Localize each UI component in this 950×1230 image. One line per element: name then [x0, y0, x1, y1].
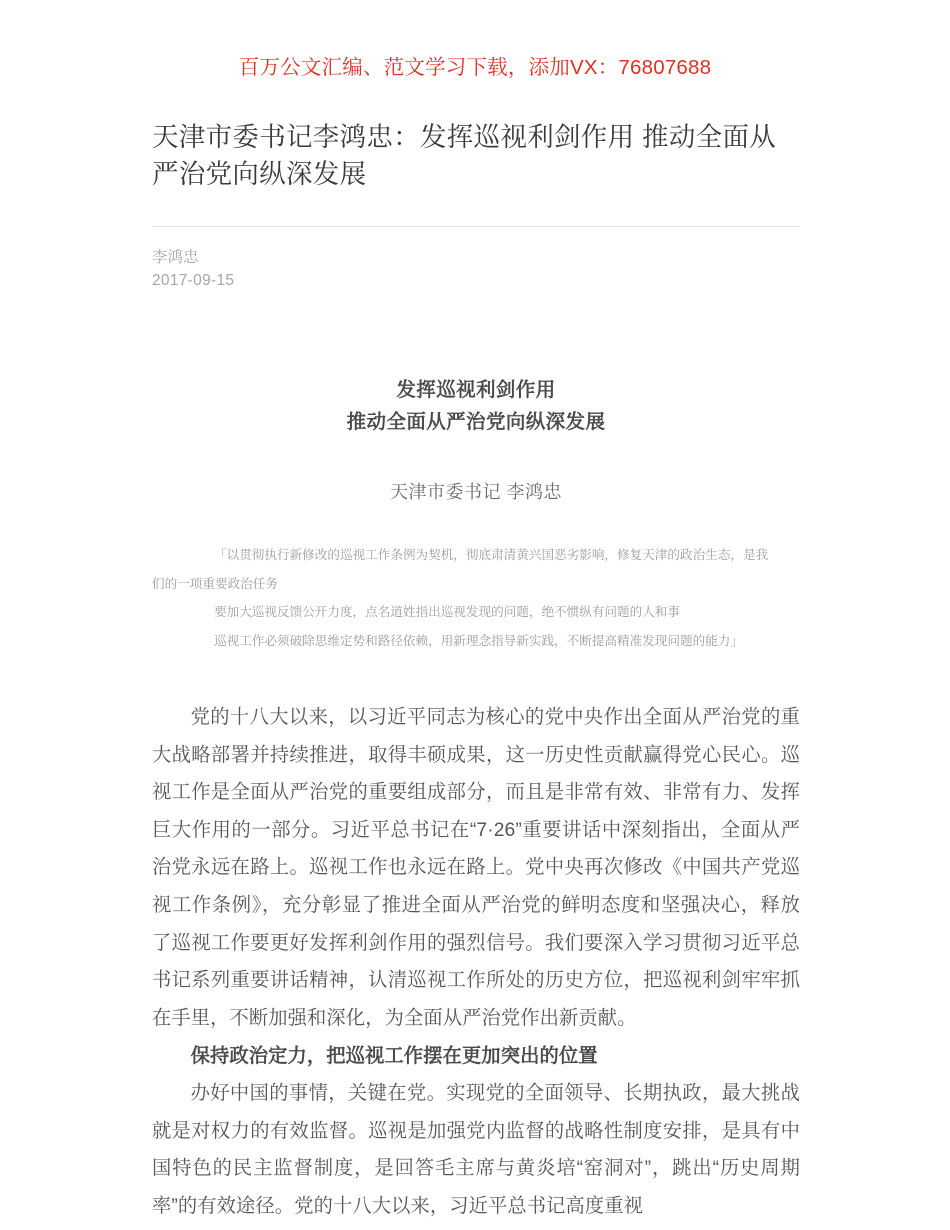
article-header — [152, 82, 800, 293]
document-heading-line1: 发挥巡视利剑作用 — [396, 378, 556, 401]
byline-author: 李鸿忠 — [152, 248, 199, 266]
document-heading-line2: 推动全面从严治党向纵深发展 — [346, 410, 606, 433]
pull-quote — [152, 504, 800, 655]
body-paragraph: 办好中国的事情，关键在党。实现党的全面领导、长期执政，最大挑战就是对权力的有效监督。巡视是加强党内监督的战略性制度安排，是具有中国特色的民主监督制度，是回答毛主席与黄炎培“窑洞对”，跳出“历史周期率”的有效途径。党的十八大以来，习近平总书记高度重视 — [152, 1083, 800, 1218]
page-title: 天津市委书记李鸿忠：发挥巡视利剑作用 推动全面从严治党向纵深发展 — [152, 121, 777, 190]
section-heading: 保持政治定力，把巡视工作摆在更加突出的位置 — [190, 1045, 598, 1067]
document-heading — [152, 375, 800, 438]
body-paragraph: 党的十八大以来，以习近平同志为核心的党中央作出全面从严治党的重大战略部署并持续推进，取得丰硕成果，这一历史性贡献赢得党心民心。巡视工作是全面从严治党的重要组成部分，而且是非常有效、非常有力、发挥巨大作用的一部分。习近平总书记在“7·26”重要讲话中深刻指出，全面从严治党永远在路上。巡视工作也永远在路上。党中央再次修改《中国共产党巡视工作条例》，充分彰显了推进全面从严治党的鲜明态度和坚强决心，释放了巡视工作要更好发挥利剑作用的强烈信号。我们要深入学习贯彻习近平总书记系列重要讲话精神，认清巡视工作所处的历史方位，把巡视利剑牢牢抓在手里，不断加强和深化，为全面从严治党作出新贡献。 — [152, 706, 800, 1029]
byline — [152, 227, 800, 293]
pull-quote-line: 要加大巡视反馈公开力度，点名道姓指出巡视发现的问题，绝不惯纵有问题的人和事 — [214, 605, 680, 620]
pull-quote-line: 们的一项重要政治任务 — [152, 576, 278, 591]
promo-banner: 百万公文汇编、范文学习下载，添加VX：76807688 — [238, 56, 712, 79]
document-byline: 天津市委书记 李鸿忠 — [389, 482, 562, 503]
article-body — [152, 293, 800, 1226]
byline-date: 2017-09-15 — [152, 272, 235, 290]
pull-quote-line: 巡视工作必须破除思维定势和路径依赖，用新理念指导新实践，不断提高精准发现问题的能力」 — [214, 633, 743, 648]
pull-quote-line: 「以贯彻执行新修改的巡视工作条例为契机，彻底肃清黄兴国恶劣影响，修复天津的政治生态，是我 — [214, 548, 769, 563]
